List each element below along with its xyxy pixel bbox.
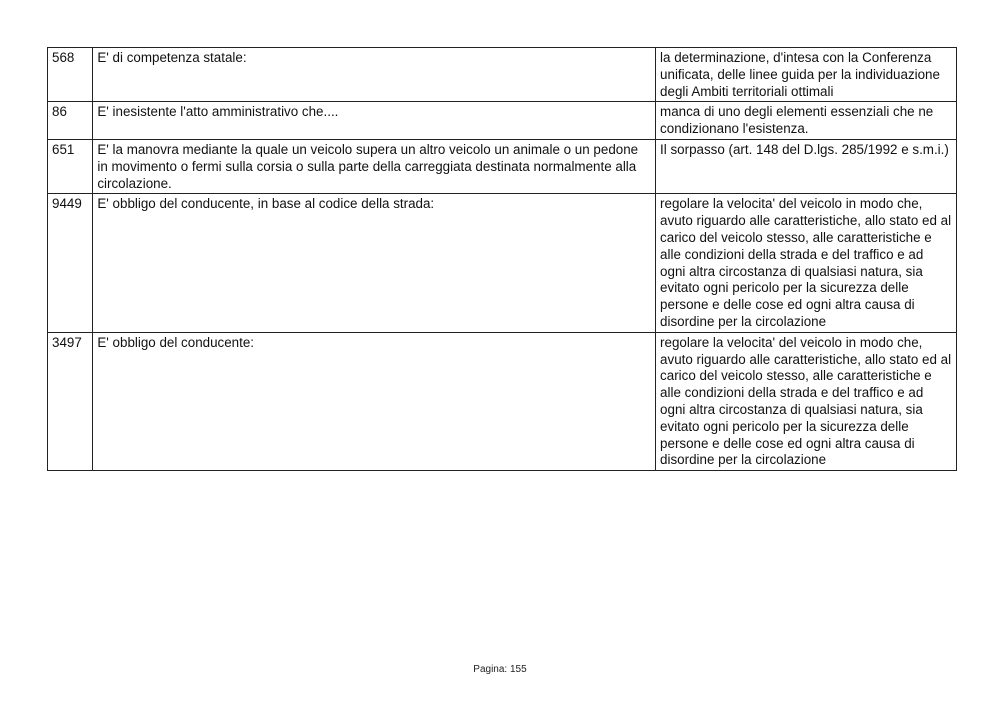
question-table	[47, 47, 957, 471]
page-number: Pagina: 155	[473, 664, 527, 675]
question-id-cell: 651	[48, 139, 93, 193]
answer-text-cell: manca di uno degli elementi essenziali che ne condizionano l'esistenza.	[656, 102, 957, 140]
answer-text-cell: regolare la velocita' del veicolo in modo che, avuto riguardo alle caratteristiche, allo stato ed al carico del veicolo stesso, alle caratteristiche e alle condizioni della strada e del traffico e ad ogni altra circostanza di qualsiasi natura, sia evitato ogni pericolo per la sicurezza delle persone e delle cose ed ogni altra causa di disordine per la circolazione	[656, 194, 957, 332]
table-row	[48, 332, 957, 470]
table-row	[48, 48, 957, 102]
answer-text-cell: la determinazione, d'intesa con la Conferenza unificata, delle linee guida per la individuazione degli Ambiti territoriali ottimali	[656, 48, 957, 102]
answer-text-cell: Il sorpasso (art. 148 del D.lgs. 285/1992 e s.m.i.)	[656, 139, 957, 193]
answer-text-cell: regolare la velocita' del veicolo in modo che, avuto riguardo alle caratteristiche, allo stato ed al carico del veicolo stesso, alle caratteristiche e alle condizioni della strada e del traffico e ad ogni altra circostanza di qualsiasi natura, sia evitato ogni pericolo per la sicurezza delle persone e delle cose ed ogni altra causa di disordine per la circolazione	[656, 332, 957, 470]
question-id-cell: 9449	[48, 194, 93, 332]
question-text-cell: E' la manovra mediante la quale un veicolo supera un altro veicolo un animale o un pedone in movimento o fermi sulla corsia o sulla parte della carreggiata destinata normalmente alla circolazione.	[93, 139, 656, 193]
question-id-cell: 568	[48, 48, 93, 102]
question-text-cell: E' di competenza statale:	[93, 48, 656, 102]
table-row	[48, 194, 957, 332]
question-id-cell: 3497	[48, 332, 93, 470]
table-row	[48, 139, 957, 193]
question-text-cell: E' inesistente l'atto amministrativo che....	[93, 102, 656, 140]
table-row	[48, 102, 957, 140]
question-text-cell: E' obbligo del conducente, in base al codice della strada:	[93, 194, 656, 332]
question-text-cell: E' obbligo del conducente:	[93, 332, 656, 470]
question-id-cell: 86	[48, 102, 93, 140]
